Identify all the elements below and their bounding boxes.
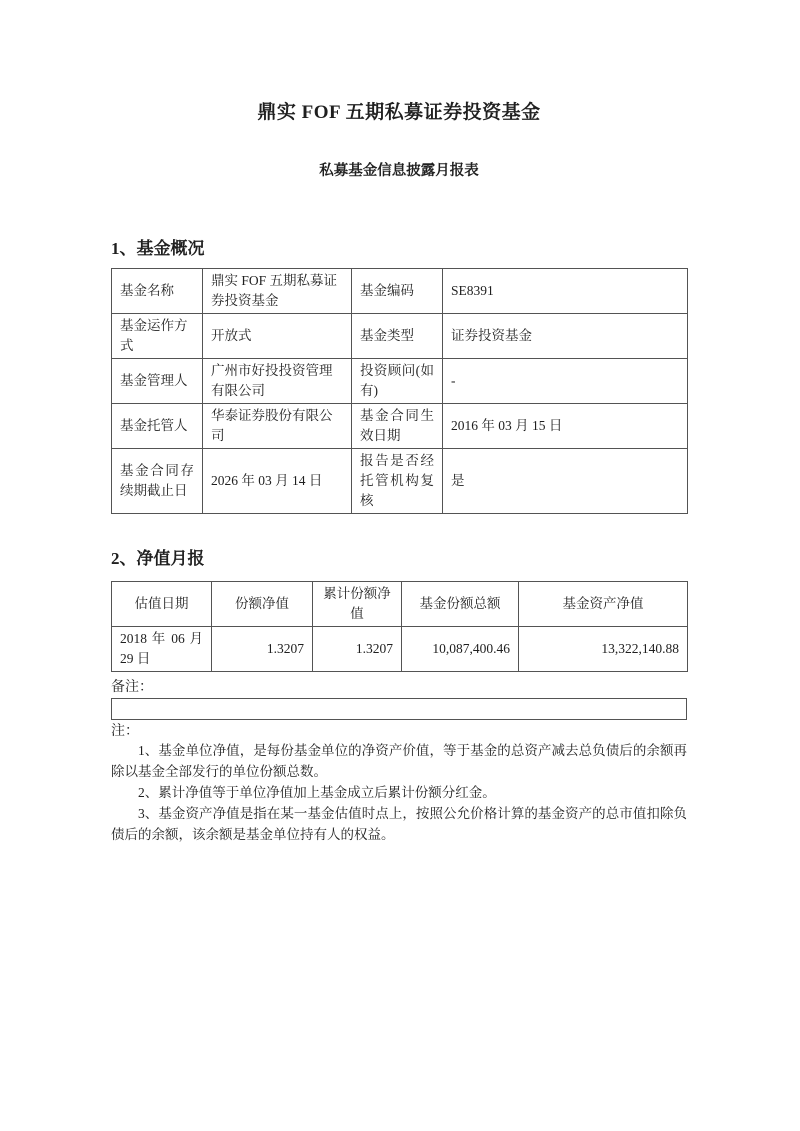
- table-row: [112, 269, 688, 314]
- note-label: 注：: [111, 724, 139, 739]
- field-label-cell: 基金托管人: [112, 404, 203, 449]
- remark-box: [111, 698, 687, 720]
- field-label-cell: 基金运作方式: [112, 314, 203, 359]
- field-value-cell: 证券投资基金: [443, 314, 688, 359]
- field-label-cell: 基金合同存续期截止日: [112, 449, 203, 514]
- fund-overview-table: [111, 268, 688, 514]
- notes-section: [111, 740, 687, 845]
- field-label-cell: 基金合同生效日期: [352, 404, 443, 449]
- note-paragraph-3: 3、基金资产净值是指在某一基金估值时点上，按照公允价格计算的基金资产的总市值扣除负债后的余额，该余额是基金单位持有人的权益。: [111, 806, 687, 842]
- field-label-cell: 基金类型: [352, 314, 443, 359]
- field-value-cell: 开放式: [203, 314, 352, 359]
- nav-header-cell: 份额净值: [212, 582, 313, 627]
- remark-label: 备注：: [111, 680, 153, 695]
- nav-data-row: [112, 627, 688, 672]
- field-label-cell: 基金管理人: [112, 359, 203, 404]
- table-row: [112, 314, 688, 359]
- document-title: 鼎实 FOF 五期私募证券投资基金: [257, 102, 541, 123]
- field-value-cell: 华泰证券股份有限公司: [203, 404, 352, 449]
- nav-header-row: [112, 582, 688, 627]
- total-shares-cell: 10,087,400.46: [402, 627, 519, 672]
- document-subtitle: 私募基金信息披露月报表: [319, 163, 479, 179]
- table-row: [112, 359, 688, 404]
- cumulative-nav-cell: 1.3207: [313, 627, 402, 672]
- table-row: [112, 449, 688, 514]
- valuation-date-cell: 2018 年 06 月 29 日: [112, 627, 212, 672]
- field-label-cell: 基金编码: [352, 269, 443, 314]
- net-asset-value-cell: 13,322,140.88: [519, 627, 688, 672]
- field-value-cell: -: [443, 359, 688, 404]
- field-label-cell: 报告是否经托管机构复核: [352, 449, 443, 514]
- nav-monthly-table: [111, 581, 688, 672]
- section-1-heading: 1、基金概况: [111, 239, 205, 258]
- field-value-cell: 广州市好投投资管理有限公司: [203, 359, 352, 404]
- table-row: [112, 404, 688, 449]
- nav-per-share-cell: 1.3207: [212, 627, 313, 672]
- nav-header-cell: 基金份额总额: [402, 582, 519, 627]
- note-paragraph-2: 2、累计净值等于单位净值加上基金成立后累计份额分红金。: [138, 785, 496, 800]
- field-label-cell: 基金名称: [112, 269, 203, 314]
- field-value-cell: SE8391: [443, 269, 688, 314]
- page-content: [111, 0, 687, 845]
- nav-header-cell: 累计份额净值: [313, 582, 402, 627]
- field-value-cell: 鼎实 FOF 五期私募证券投资基金: [203, 269, 352, 314]
- nav-header-cell: 估值日期: [112, 582, 212, 627]
- nav-header-cell: 基金资产净值: [519, 582, 688, 627]
- field-value-cell: 2016 年 03 月 15 日: [443, 404, 688, 449]
- section-2-heading: 2、净值月报: [111, 549, 205, 568]
- field-label-cell: 投资顾问(如有): [352, 359, 443, 404]
- field-value-cell: 2026 年 03 月 14 日: [203, 449, 352, 514]
- field-value-cell: 是: [443, 449, 688, 514]
- note-paragraph-1: 1、基金单位净值，是每份基金单位的净资产价值，等于基金的总资产减去总负债后的余额再除以基金全部发行的单位份额总数。: [111, 743, 687, 779]
